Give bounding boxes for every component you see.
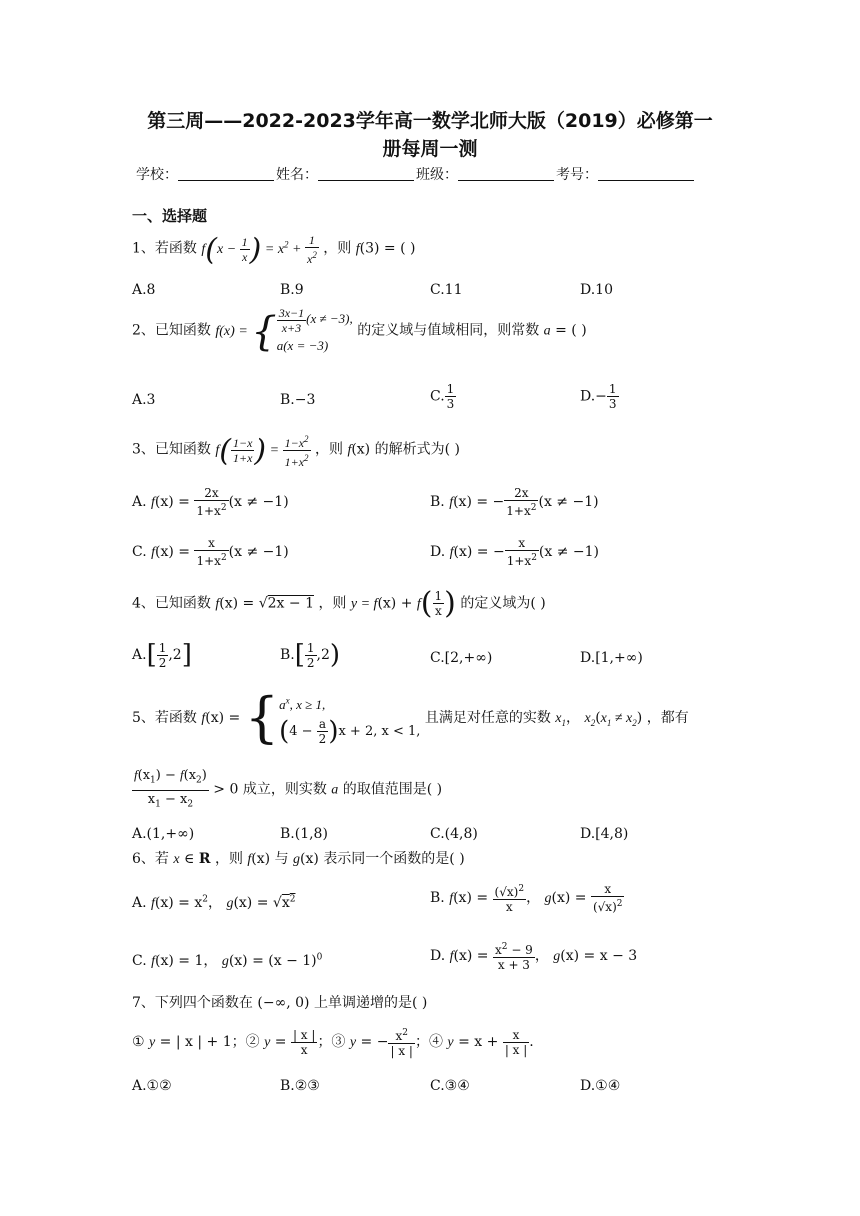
question-2: 2、已知函数 f(x) = { $\frac{3x-1}{x+3}$ (x ≠ −3), a(x = −3) 的定义域与值域相同，则常数 a = ( ): [132, 306, 587, 355]
q7-option-b[interactable]: B.②③: [280, 1078, 320, 1094]
student-info-row: [136, 164, 696, 184]
question-3: 3、已知函数 f( $\frac{1-x}{1+x}$ ) = $\frac{1-x^2}{1+x^2}$ ，则 f(x) 的解析式为( ): [132, 433, 460, 469]
q5-line2: 成立，则实数: [242, 781, 327, 798]
q2-option-a[interactable]: A.3: [132, 392, 156, 408]
school-label: 学校：: [136, 167, 178, 183]
q7-option-d[interactable]: D.①④: [580, 1078, 621, 1094]
question-7-items: ① y = | x | + 1；② y = $\frac{| x |}{x}$ ；③ y = − $\frac{x^2}{| x |}$ ；④ y = x + $\frac{x}{| x |}$ .: [132, 1027, 534, 1058]
q3-option-b[interactable]: B. f(x) = − $\frac{2x}{1+x^2}$ (x ≠ −1): [430, 486, 599, 518]
q2-option-d[interactable]: D.− $\frac{1}{3}$: [580, 382, 617, 411]
q2-option-b[interactable]: B.−3: [280, 392, 316, 408]
question-4: 4、已知函数 f(x) = √2x − 1 ，则 y = f(x) + f( $\frac{1}{x}$ ) 的定义域为( ): [132, 586, 546, 621]
q3-formula: f( $\frac{1-x}{1+x}$ ) = $\frac{1-x^2}{1+x^2}$: [215, 433, 309, 469]
q1-option-a[interactable]: A.8: [132, 282, 156, 298]
q5-tail: 且满足对任意的实数: [424, 710, 551, 727]
q4-formula: f: [215, 596, 220, 612]
q3-option-c[interactable]: C. f(x) = $\frac{x}{1+x^2}$ (x ≠ −1): [132, 536, 289, 568]
q2-a: a: [543, 323, 551, 339]
q5-option-b[interactable]: B.(1,8): [280, 826, 328, 842]
q7-option-a[interactable]: A.①②: [132, 1078, 172, 1094]
question-7: 7、下列四个函数在 (−∞, 0) 上单调递增的是( ): [132, 995, 428, 1011]
q1-mid: ，则: [323, 240, 352, 257]
q1-f3: f: [355, 241, 360, 257]
section-title: 一、选择题: [132, 207, 208, 225]
q4-option-b[interactable]: B.[ $\frac{1}{2}$ ,2): [280, 640, 341, 670]
q6-option-a[interactable]: A. $f(x) = x^2$， $g(x) = √x^2$: [132, 894, 296, 911]
q3-option-a[interactable]: A. f(x) = $\frac{2x}{1+x^2}$ (x ≠ −1): [132, 486, 289, 518]
q4-option-d[interactable]: D.[1,+∞): [580, 650, 643, 666]
question-6: 6、若 x ∈ R ，则 f(x) 与 g(x) 表示同一个函数的是( ): [132, 851, 465, 867]
q6-tail: 表示同一个函数的是( ): [323, 851, 465, 867]
q4-tail: ，则: [318, 595, 347, 612]
exam-no-blank[interactable]: [598, 166, 694, 181]
q3-option-d[interactable]: D. f(x) = − $\frac{x}{1+x^2}$ (x ≠ −1): [430, 536, 600, 568]
q1-option-c[interactable]: C.11: [430, 282, 463, 298]
page-title-line2: 册每周一测: [382, 138, 478, 160]
school-blank[interactable]: [178, 166, 274, 181]
class-label: 班级：: [416, 167, 458, 183]
page-title-line1: 第三周——2022-2023学年高一数学北师大版（2019）必修第一: [147, 110, 713, 132]
q1-blank: ( ): [400, 240, 416, 257]
q1-option-d[interactable]: D.10: [580, 282, 613, 298]
q4-option-a[interactable]: A.[ $\frac{1}{2}$ ,2]: [132, 640, 192, 670]
q3-tail: ，则: [314, 441, 343, 458]
q1-stem: 1、若函数: [132, 240, 197, 257]
q3-tail2: 的解析式为( ): [374, 441, 460, 458]
name-label: 姓名：: [276, 167, 318, 183]
q2-stem: 2、已知函数: [132, 322, 211, 339]
q2-blank: ( ): [571, 322, 587, 339]
q5-option-a[interactable]: A.(1,+∞): [132, 826, 195, 842]
q7-tail: 上单调递增的是( ): [313, 995, 428, 1011]
class-blank[interactable]: [458, 166, 554, 181]
q6-option-d[interactable]: D. f(x) = $\frac{x^2 - 9}{x + 3}$ ， g(x) = x − 3: [430, 942, 638, 972]
q5-tail2: ，都有: [646, 710, 689, 727]
q2-tail: 的定义域与值域相同，则常数: [357, 322, 540, 339]
question-5: 5、若函数 $f(x) = \{a^x$, x ≥ 1, (4 − $\frac{a}{2}$ )x + 2, x < 1, 且满足对任意的实数 $x_1$， $x_2(x_1 \ne x_2)$ ，都有: [132, 686, 689, 750]
q5-line2b: 的取值范围是( ): [342, 781, 443, 798]
q4-tail2: 的定义域为( ): [460, 595, 546, 612]
question-5-line2: $\frac{f(x_1) - f(x_2)}{x_1 - x_2}$ > 0 成立，则实数 a 的取值范围是( ): [134, 767, 443, 810]
q3-stem: 3、已知函数: [132, 441, 211, 458]
q1-formula: f(x − $\frac{1}{x}$ ) = $x^2$ + $\frac{1}{x^2}$: [201, 232, 317, 267]
q5-formula: f: [201, 711, 206, 727]
q4-option-c[interactable]: C.[2,+∞): [430, 650, 493, 666]
exam-no-label: 考号：: [556, 167, 598, 183]
q7-stem: 7、下列四个函数在: [132, 995, 253, 1011]
q6-option-c[interactable]: C. f(x) = 1， $g(x) = (x - 1)^0$: [132, 952, 323, 969]
q6-stem: 6、若: [132, 851, 169, 867]
q7-option-c[interactable]: C.③④: [430, 1078, 470, 1094]
q5-option-c[interactable]: C.(4,8): [430, 826, 478, 842]
q5-stem: 5、若函数: [132, 710, 197, 727]
q6-option-b[interactable]: B. f(x) = $\frac{(√x)^2}{x}$ ， g(x) = $\frac{x}{(√x)^2}$: [430, 882, 623, 914]
q5-option-d[interactable]: D.[4,8): [580, 826, 629, 842]
question-1: 1、若函数 f(x − $\frac{1}{x}$ ) = $x^2$ + $\frac{1}{x^2}$ ，则 f(3) = ( ): [132, 232, 416, 267]
q2-option-c[interactable]: C. $\frac{1}{3}$: [430, 382, 455, 411]
q2-formula: f(x) = { $\frac{3x-1}{x+3}$ (x ≠ −3), a(x = −3): [215, 306, 353, 355]
q4-stem: 4、已知函数: [132, 595, 211, 612]
q1-option-b[interactable]: B.9: [280, 282, 304, 298]
name-blank[interactable]: [318, 166, 414, 181]
